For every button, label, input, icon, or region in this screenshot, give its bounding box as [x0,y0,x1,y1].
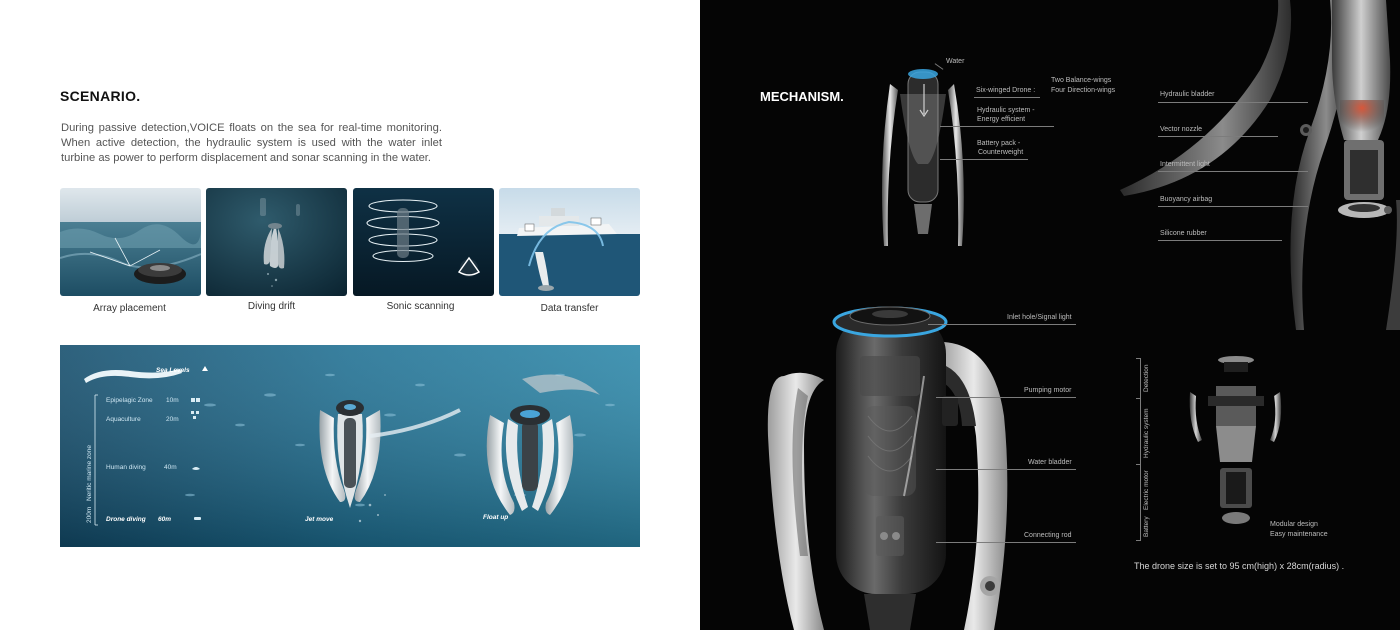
depth-row-label: Aquaculture [106,416,141,423]
depth-row-value: 10m [166,397,179,404]
mechanism-title: MECHANISM. [760,89,844,104]
depth-row-value: 20m [166,416,179,423]
section-label: Connecting rod [1024,532,1072,539]
depth-row-label: Human diving [106,464,146,471]
sea-levels-label: Sea Levels [156,367,190,374]
module-tick [1136,464,1141,465]
leader-line [936,542,1076,543]
step-caption: Sonic scanning [386,301,455,312]
scenario-description: During passive detection,VOICE floats on the sea for real-time monitoring. When active detection, the hydraulic system is used with the water inlet turbine as power to perform displacement and sonar scanning in the water. [61,122,442,164]
section-label: Inlet hole/Signal light [1007,314,1072,321]
modular-render [1180,352,1300,532]
modular-design-label: Modular design [1270,521,1318,528]
scenario-title: SCENARIO. [60,88,141,104]
module-tick [1136,540,1141,541]
leader-line [1158,206,1308,207]
step-caption: Data transfer [540,303,599,314]
module-bracket [1140,358,1141,540]
depth-row-value: 40m [164,464,177,471]
counterweight-label: Counterweight [978,149,1024,156]
module-label: Detection [1143,364,1150,392]
module-label: Battery [1143,516,1150,537]
depth-illustration [60,345,640,547]
section-render [764,296,1044,630]
float-up-label: Float up [483,514,509,521]
leader-line [936,397,1076,398]
sonic-scanning-image [353,188,494,296]
module-label: Electric motor [1143,470,1150,510]
step-caption: Array placement [93,303,166,314]
leader-line [928,324,1076,325]
right-label: Silicone rubber [1160,230,1207,237]
jet-move-label: Jet move [305,516,334,523]
array-placement-image [60,188,201,296]
water-label: Water [946,58,965,65]
depth-row-label: Epipelagic Zone [106,397,153,404]
depth-row-value: 60m [158,516,172,523]
right-label: Buoyancy airbag [1160,196,1213,203]
zone-bottom-depth: 200m [86,506,93,523]
leader-line [1158,102,1308,103]
leader-line [1158,171,1308,172]
right-label: Vector nozzle [1160,126,1203,133]
right-label: Intermittent light [1160,161,1210,168]
battery-label: Battery pack - [977,140,1021,147]
leader-line [940,126,1054,127]
leader-line [936,469,1076,470]
step-caption: Diving drift [247,301,296,312]
four-direction-label: Four Direction-wings [1051,87,1116,94]
maintenance-label: Easy maintenance [1270,531,1328,538]
mechanism-page [700,0,1400,630]
leader-line [1158,136,1278,137]
hydraulic-label: Hydraulic system - [977,107,1035,114]
section-label: Pumping motor [1024,387,1072,394]
diving-drift-image [206,188,347,296]
data-transfer-image [499,188,640,296]
module-label: Hydraulic system [1143,408,1150,458]
size-note: The drone size is set to 95 cm(high) x 28cm(radius) . [1134,561,1345,571]
section-label: Water bladder [1028,459,1072,466]
leader-line [940,159,1028,160]
tentacle-render [1100,0,1400,330]
leader-line [1158,240,1282,241]
depth-row-label: Drone diving [106,516,146,523]
zone-label: Neritic marine zone [86,445,93,501]
energy-label: Energy efficient [977,116,1026,123]
two-balance-label: Two Balance-wings [1051,77,1112,84]
leader-line [974,97,1040,98]
six-winged-label: Six-winged Drone : [976,87,1036,94]
right-label: Hydraulic bladder [1160,91,1215,98]
module-tick [1136,358,1141,359]
module-tick [1136,398,1141,399]
